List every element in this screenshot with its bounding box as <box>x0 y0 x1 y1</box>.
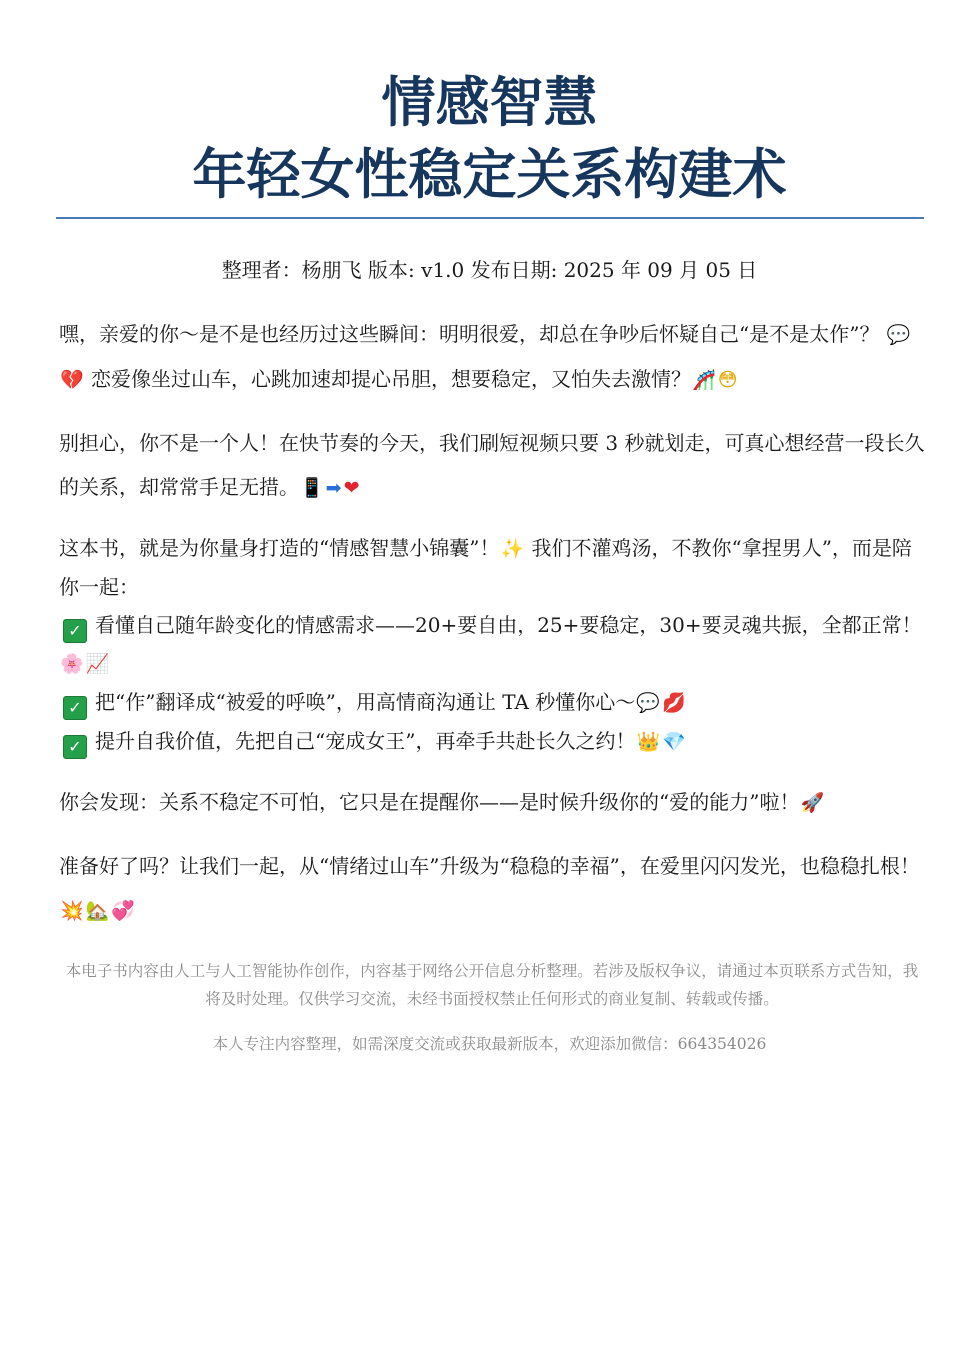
title-line-2: 年轻女性稳定关系构建术 <box>192 143 787 206</box>
star-burst-icon: 💥 <box>60 900 84 922</box>
title-divider <box>56 217 924 219</box>
intro-paragraph-1 <box>59 312 925 402</box>
check-mark-icon: ✓ <box>63 619 87 643</box>
checklist-text-3: 提升自我价值，先把自己“宠成女王”，再牵手共赴长久之约！ <box>95 729 636 753</box>
closing-text-2: 准备好了吗？让我们一起，从“情绪过山车”升级为“稳稳的幸福”，在爱里闪闪发光，也稳稳扎根！ <box>59 854 920 878</box>
checklist-item-2 <box>59 683 925 722</box>
intro-text-3a: 这本书，就是为你量身打造的“情感智慧小锦囊”！ <box>59 536 500 560</box>
roller-coaster-icon: 🎢 <box>692 369 716 391</box>
gem-icon: 💎 <box>662 731 686 753</box>
house-icon: 🏡 <box>85 900 110 922</box>
broken-heart-icon: 💔 <box>60 369 84 391</box>
copyright-disclaimer: 本电子书内容由人工与人工智能协作创作，内容基于网络公开信息分析整理。若涉及版权争议，请通过本页联系方式告知，我将及时处理。仅供学习交流，未经书面授权禁止任何形式的商业复制、转载或传播。 <box>65 962 919 1008</box>
lips-icon: 💋 <box>661 692 686 714</box>
document-meta: 整理者：杨朋飞 版本: v1.0 发布日期: 2025 年 09 月 05 日 <box>221 258 758 282</box>
intro-text-3b: 我们不灌鸡汤，不教你“拿捏男人”，而是陪你一起： <box>59 536 912 599</box>
checklist-item-3 <box>59 722 925 761</box>
speech-bubble-icon: 💬 <box>636 692 660 714</box>
phone-icon: 📱 <box>300 477 324 499</box>
closing-text-1: 你会发现：关系不稳定不可怕，它只是在提醒你——是时候升级你的“爱的能力”啦！ <box>59 790 800 814</box>
arrow-right-icon: ➡ <box>325 477 342 499</box>
check-mark-icon: ✓ <box>63 696 87 720</box>
crown-icon: 👑 <box>636 731 661 753</box>
intro-text-1b: 恋爱像坐过山车，心跳加速却提心吊胆，想要稳定，又怕失去激情？ <box>91 367 692 391</box>
check-mark-icon: ✓ <box>63 735 87 759</box>
document-body <box>59 312 925 933</box>
two-hearts-icon: 💞 <box>111 900 136 922</box>
intro-text-1a: 嘿，亲爱的你～是不是也经历过这些瞬间：明明很爱，却总在争吵后怀疑自己“是不是太作”？ <box>59 322 880 346</box>
sparkles-icon: ✨ <box>500 538 525 560</box>
checklist-item-1 <box>59 606 925 683</box>
contact-info: 本人专注内容整理，如需深度交流或获取最新版本，欢迎添加微信：664354026 <box>212 1035 767 1053</box>
intro-paragraph-2 <box>59 421 925 510</box>
checklist-text-2: 把“作”翻译成“被爱的呼唤”，用高情商沟通让 TA 秒懂你心～ <box>95 690 636 714</box>
closing-paragraph-2 <box>59 844 925 933</box>
closing-paragraph-1 <box>59 780 925 825</box>
title-line-1: 情感智慧 <box>381 71 598 134</box>
checklist-text-1: 看懂自己随年龄变化的情感需求——20+要自由，25+要稳定，30+要灵魂共振，全都正常！ <box>95 613 922 637</box>
blossom-icon: 🌸 <box>60 653 84 675</box>
intro-text-2: 别担心，你不是一个人！在快节奏的今天，我们刷短视频只要 3 秒就划走，可真心想经营一段长久的关系，却常常手足无措。 <box>59 431 925 499</box>
speech-bubble-icon: 💬 <box>886 324 911 346</box>
intro-paragraph-3 <box>59 529 925 606</box>
rocket-icon: 🚀 <box>800 792 825 814</box>
chart-increasing-icon: 📈 <box>85 653 110 675</box>
flushed-face-icon: 😳 <box>717 369 738 391</box>
heart-icon: ❤ <box>343 477 360 499</box>
